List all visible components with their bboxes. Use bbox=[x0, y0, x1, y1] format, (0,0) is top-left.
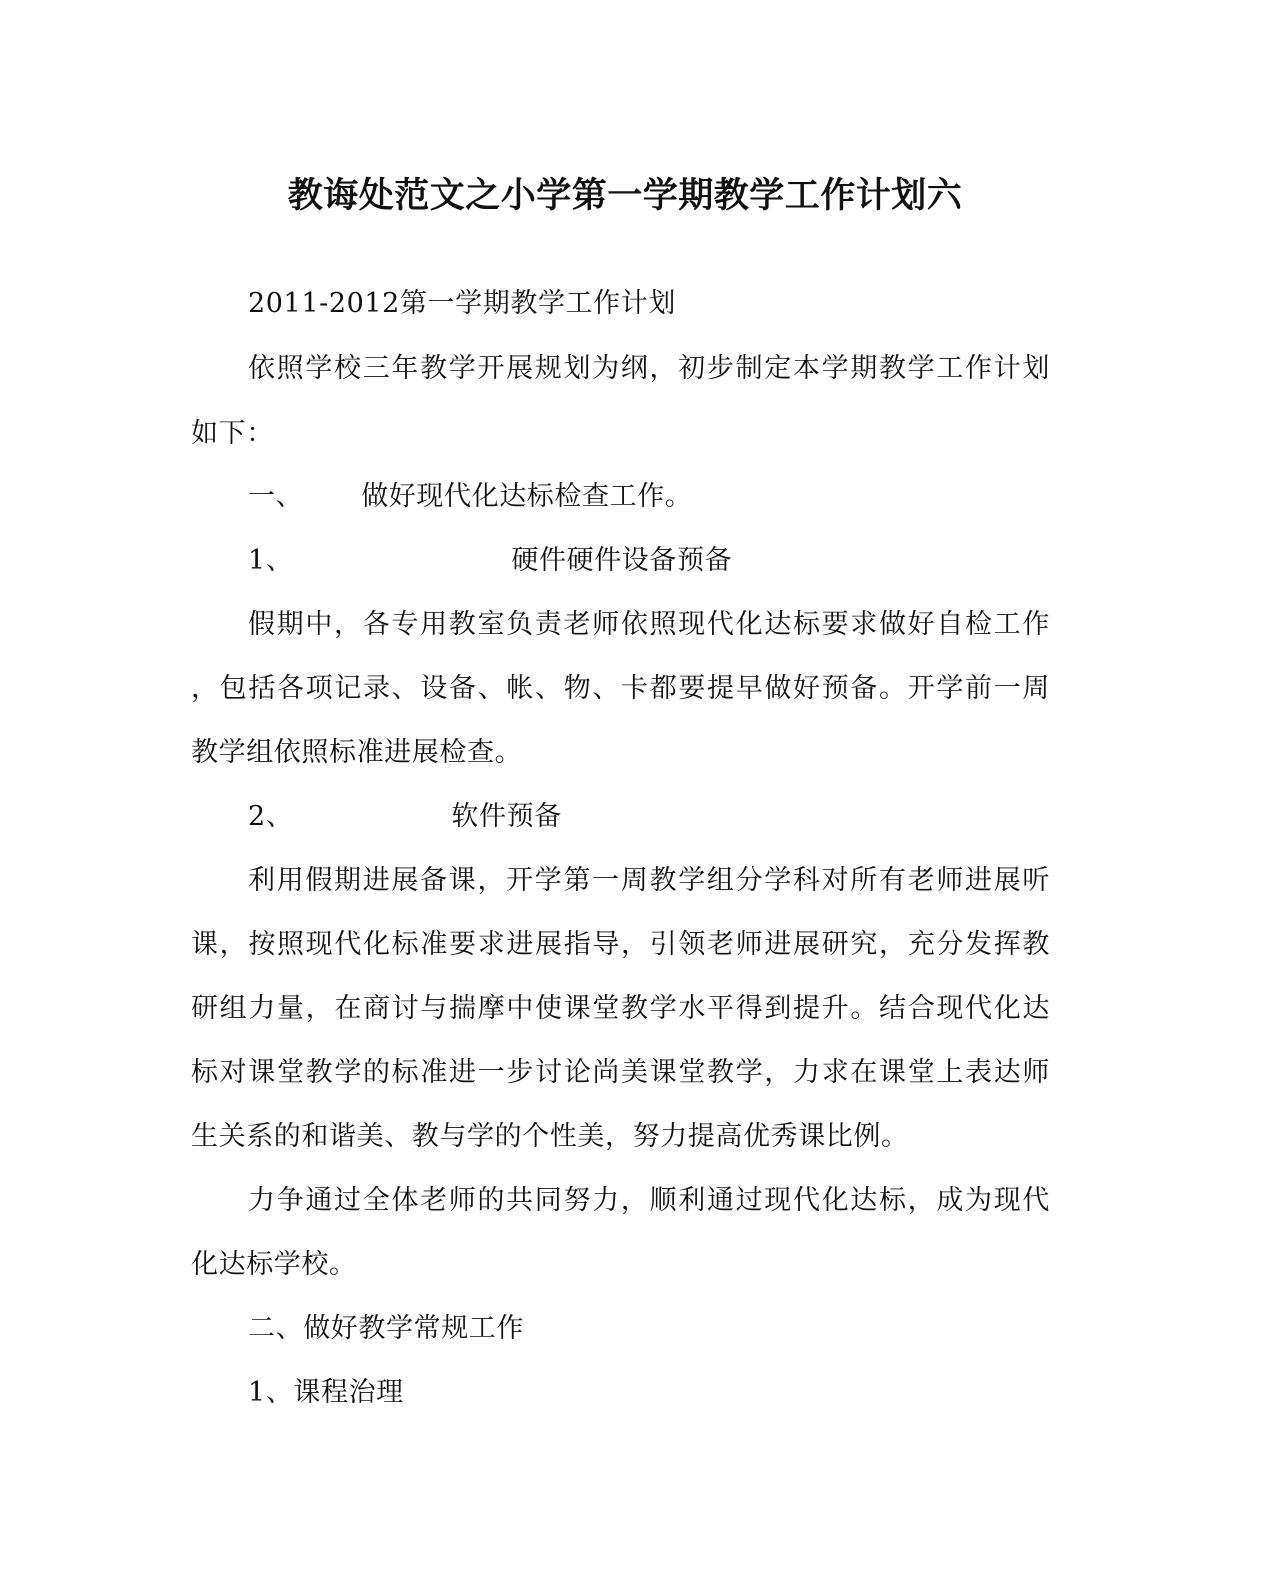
subsection-number: 1、 bbox=[248, 545, 294, 576]
subsection-number: 2、 bbox=[248, 801, 294, 832]
paragraph-line: 如下： bbox=[191, 418, 274, 449]
paragraph-line: 依照学校三年教学开展规划为纲，初步制定本学期教学工作计划 bbox=[248, 353, 1050, 384]
paragraph-line: 课，按照现代化标准要求进展指导，引领老师进展研究，充分发挥教 bbox=[191, 929, 1050, 960]
paragraph-line: 研组力量，在商讨与揣摩中使课堂教学水平得到提升。结合现代化达 bbox=[191, 993, 1050, 1024]
paragraph-line: 假期中，各专用教室负责老师依照现代化达标要求做好自检工作 bbox=[248, 609, 1050, 640]
section-heading-1 bbox=[248, 479, 692, 515]
subsection-heading-2 bbox=[248, 799, 562, 835]
paragraph-line: 化达标学校。 bbox=[191, 1249, 357, 1280]
paragraph-line: ，包括各项记录、设备、帐、物、卡都要提早做好预备。开学前一周 bbox=[191, 673, 1050, 704]
paragraph-line: 力争通过全体老师的共同努力，顺利通过现代化达标，成为现代 bbox=[248, 1185, 1050, 1216]
subsection-heading-3: 1、课程治理 bbox=[248, 1377, 404, 1408]
paragraph-line: 生关系的和谐美、教与学的个性美，努力提高优秀课比例。 bbox=[191, 1121, 909, 1152]
paragraph-line: 利用假期进展备课，开学第一周教学组分学科对所有老师进展听 bbox=[248, 865, 1050, 896]
section-heading-2: 二、做好教学常规工作 bbox=[248, 1313, 524, 1344]
subsection-heading-1 bbox=[248, 543, 732, 579]
subsection-title: 软件预备 bbox=[451, 801, 562, 832]
section-title: 做好现代化达标检查工作。 bbox=[361, 481, 693, 512]
plan-heading: 2011-2012第一学期教学工作计划 bbox=[248, 288, 676, 319]
subsection-title: 硬件硬件设备预备 bbox=[511, 545, 733, 576]
document-title: 教诲处范文之小学第一学期教学工作计划六 bbox=[287, 175, 963, 216]
section-number: 一、 bbox=[248, 481, 304, 512]
paragraph-line: 标对课堂教学的标准进一步讨论尚美课堂教学，力求在课堂上表达师 bbox=[191, 1057, 1050, 1088]
paragraph-line: 教学组依照标准进展检查。 bbox=[191, 737, 523, 768]
